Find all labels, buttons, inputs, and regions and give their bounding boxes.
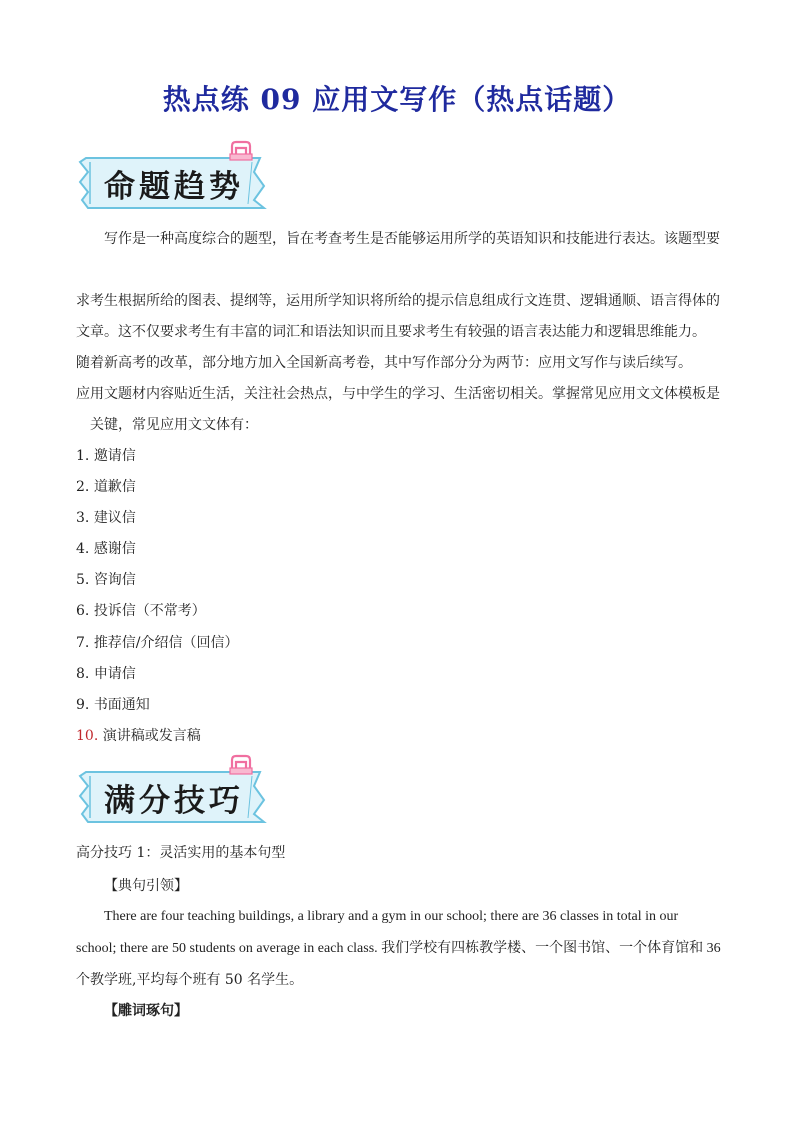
label-polish: 【雕词琢句】 bbox=[104, 1003, 188, 1019]
example-line: There are four teaching buildings, a library and a gym in our school; there are 36 classes in total in our bbox=[104, 909, 679, 924]
paper-clip-icon bbox=[228, 754, 254, 776]
list-text: 申请信 bbox=[93, 666, 136, 682]
list-text: 投诉信（不常考） bbox=[93, 603, 206, 619]
paragraph-line: 文章。这不仅要求考生有丰富的词汇和语法知识而且要求考生有较强的语言表达能力和逻辑思维能力。 bbox=[76, 324, 706, 340]
list-number: 2. bbox=[76, 479, 90, 495]
banner-title: 满分技巧 bbox=[104, 783, 244, 819]
section-banner-skills bbox=[78, 766, 268, 824]
list-number: 10. bbox=[76, 728, 99, 744]
paragraph-line: 关键，常见应用文文体有： bbox=[90, 417, 258, 433]
list-item bbox=[76, 477, 136, 497]
label-example: 【典句引领】 bbox=[104, 878, 188, 894]
list-item bbox=[76, 664, 136, 684]
paragraph-line: 求考生根据所给的图表、提纲等，运用所学知识将所给的提示信息组成行文连贯、逻辑通顺、语言得体的 bbox=[76, 293, 720, 309]
list-number: 9. bbox=[76, 697, 90, 713]
list-item bbox=[76, 633, 239, 653]
section-banner-trend bbox=[78, 152, 268, 210]
banner-title: 命题趋势 bbox=[104, 169, 244, 205]
tip-heading: 高分技巧 1：灵活实用的基本句型 bbox=[76, 845, 286, 861]
paper-clip-icon bbox=[228, 140, 254, 162]
list-item bbox=[76, 446, 136, 466]
list-number: 7. bbox=[76, 635, 90, 651]
list-text: 咨询信 bbox=[93, 572, 136, 588]
list-number: 1. bbox=[76, 448, 90, 464]
example-line: 个教学班,平均每个班有 50 名学生。 bbox=[76, 972, 304, 988]
list-text: 书面通知 bbox=[93, 697, 150, 713]
list-item bbox=[76, 508, 136, 528]
list-item bbox=[76, 695, 150, 715]
list-number: 6. bbox=[76, 603, 90, 619]
list-item bbox=[76, 726, 201, 746]
list-text: 建议信 bbox=[93, 510, 136, 526]
list-text: 邀请信 bbox=[93, 448, 136, 464]
list-text: 演讲稿或发言稿 bbox=[102, 728, 201, 744]
list-text: 感谢信 bbox=[93, 541, 136, 557]
list-text: 道歉信 bbox=[93, 479, 136, 495]
page-title: 热点练 09 应用文写作（热点话题） bbox=[162, 83, 632, 116]
paragraph-line: 应用文题材内容贴近生活，关注社会热点，与中学生的学习、生活密切相关。掌握常见应用文文体模板是 bbox=[76, 386, 720, 402]
list-text: 推荐信/介绍信（回信） bbox=[93, 635, 239, 651]
list-number: 8. bbox=[76, 666, 90, 682]
list-item bbox=[76, 601, 206, 621]
list-number: 3. bbox=[76, 510, 90, 526]
list-item bbox=[76, 539, 136, 559]
example-line: school; there are 50 students on average in each class. 我们学校有四栋教学楼、一个图书馆、一个体育馆和 36 bbox=[76, 941, 721, 956]
list-number: 4. bbox=[76, 541, 90, 557]
list-item bbox=[76, 570, 136, 590]
paragraph-line: 写作是一种高度综合的题型，旨在考查考生是否能够运用所学的英语知识和技能进行表达。该题型要 bbox=[104, 231, 720, 247]
paragraph-line: 随着新高考的改革，部分地方加入全国新高考卷，其中写作部分分为两节：应用文写作与读后续写。 bbox=[76, 355, 692, 371]
list-number: 5. bbox=[76, 572, 90, 588]
